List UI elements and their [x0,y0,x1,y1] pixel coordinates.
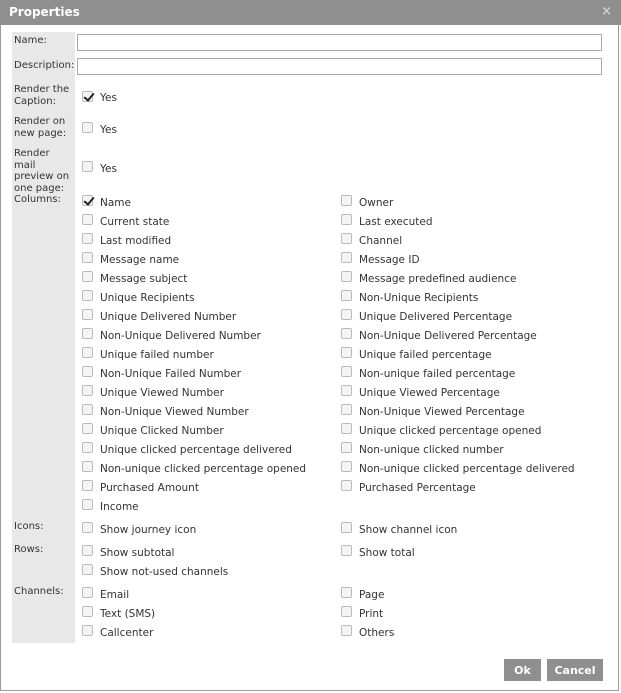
dialog-title-bar[interactable] [0,0,621,25]
cancel-button[interactable]: Cancel [547,659,603,681]
column-option-label: Unique Viewed Number [100,387,224,399]
column-option-label: Unique failed number [100,349,214,361]
column-option-checkbox[interactable] [341,271,352,282]
column-option-label: Last modified [100,235,172,247]
column-option-checkbox[interactable] [82,195,93,206]
channel-option-label: Others [359,627,395,639]
column-option-label: Non-Unique Failed Number [100,368,242,380]
name-input[interactable] [77,34,602,51]
column-option-checkbox[interactable] [82,385,93,396]
channel-option-label: Print [359,608,384,620]
column-option-checkbox[interactable] [82,271,93,282]
column-option-checkbox[interactable] [82,499,93,510]
column-option-label: Message predefined audience [359,273,517,285]
column-option-checkbox[interactable] [341,347,352,358]
channel-option-checkbox[interactable] [341,625,352,636]
column-option-checkbox[interactable] [341,214,352,225]
column-option-checkbox[interactable] [82,442,93,453]
icons-option-label: Show journey icon [100,524,197,536]
column-option-checkbox[interactable] [82,461,93,472]
render-caption-checkbox[interactable] [82,91,93,102]
column-option-checkbox[interactable] [82,309,93,320]
column-option-checkbox[interactable] [82,404,93,415]
render-caption-option-label: Yes [100,92,117,104]
channel-option-label: Callcenter [100,627,154,639]
channel-option-label: Page [359,589,385,601]
channel-option-checkbox[interactable] [82,587,93,598]
column-option-checkbox[interactable] [341,233,352,244]
render-new-page-checkbox[interactable] [82,122,93,133]
rows-option-label: Show not-used channels [100,566,229,578]
rows-option-checkbox[interactable] [82,564,93,575]
column-option-label: Current state [100,216,170,228]
column-option-checkbox[interactable] [341,442,352,453]
column-option-checkbox[interactable] [82,328,93,339]
column-option-label: Last executed [359,216,433,228]
column-option-checkbox[interactable] [82,252,93,263]
channels-label: Channels: [14,586,64,597]
column-option-checkbox[interactable] [341,290,352,301]
channel-option-checkbox[interactable] [341,606,352,617]
column-option-label: Unique Recipients [100,292,195,304]
rows-option-label: Show total [359,547,415,559]
column-option-checkbox[interactable] [82,480,93,491]
column-option-checkbox[interactable] [82,366,93,377]
column-option-label: Owner [359,197,394,209]
column-option-label: Name [100,197,131,209]
column-option-checkbox[interactable] [341,195,352,206]
render-mail-label: Render mail preview on one page: [14,148,70,194]
column-option-checkbox[interactable] [341,461,352,472]
column-option-label: Unique clicked percentage delivered [100,444,292,456]
column-option-checkbox[interactable] [341,480,352,491]
column-option-checkbox[interactable] [341,309,352,320]
column-option-label: Non-unique clicked percentage opened [100,463,307,475]
column-option-checkbox[interactable] [341,252,352,263]
column-option-checkbox[interactable] [82,214,93,225]
column-option-label: Non-Unique Delivered Percentage [359,330,537,342]
name-label: Name: [14,35,47,46]
column-option-label: Message subject [100,273,188,285]
column-option-label: Unique failed percentage [359,349,492,361]
icons-label: Icons: [14,521,44,532]
description-label: Description: [14,60,75,71]
column-option-label: Unique clicked percentage opened [359,425,542,437]
channel-option-checkbox[interactable] [341,587,352,598]
column-option-label: Unique Clicked Number [100,425,224,437]
description-input[interactable] [77,58,602,75]
channel-option-label: Text (SMS) [100,608,156,620]
render-new-page-option-label: Yes [100,124,117,136]
column-option-checkbox[interactable] [341,404,352,415]
column-option-label: Non-Unique Viewed Percentage [359,406,525,418]
icons-option-checkbox[interactable] [82,522,93,533]
column-option-label: Message name [100,254,180,266]
icons-option-checkbox[interactable] [341,522,352,533]
column-option-label: Non-Unique Delivered Number [100,330,261,342]
column-option-checkbox[interactable] [82,423,93,434]
channel-option-checkbox[interactable] [82,606,93,617]
close-icon[interactable]: × [601,4,612,19]
column-option-label: Channel [359,235,403,247]
column-option-checkbox[interactable] [341,423,352,434]
column-option-checkbox[interactable] [82,233,93,244]
column-option-label: Unique Delivered Percentage [359,311,513,323]
render-new-page-label: Render on new page: [14,116,67,139]
column-option-checkbox[interactable] [341,366,352,377]
column-option-label: Message ID [359,254,420,266]
render-caption-label: Render the Caption: [14,84,70,107]
channel-option-label: Email [100,589,130,601]
column-option-checkbox[interactable] [341,328,352,339]
column-option-label: Unique Delivered Number [100,311,237,323]
rows-option-checkbox[interactable] [341,545,352,556]
column-option-checkbox[interactable] [341,385,352,396]
column-option-label: Non-unique failed percentage [359,368,516,380]
column-option-checkbox[interactable] [82,290,93,301]
rows-option-label: Show subtotal [100,547,175,559]
column-option-label: Non-unique clicked number [359,444,504,456]
column-option-label: Purchased Amount [100,482,199,494]
icons-option-label: Show channel icon [359,524,458,536]
column-option-label: Non-Unique Viewed Number [100,406,249,418]
columns-label: Columns: [14,194,61,205]
render-mail-checkbox[interactable] [82,161,93,172]
dialog-title: Properties [9,5,80,19]
column-option-label: Unique Viewed Percentage [359,387,500,399]
column-option-label: Income [100,501,139,513]
column-option-label: Non-Unique Recipients [359,292,479,304]
ok-button[interactable]: Ok [504,659,541,681]
column-option-label: Purchased Percentage [359,482,476,494]
rows-label: Rows: [14,544,44,555]
column-option-label: Non-unique clicked percentage delivered [359,463,575,475]
render-mail-option-label: Yes [100,163,117,175]
channel-option-checkbox[interactable] [82,625,93,636]
column-option-checkbox[interactable] [82,347,93,358]
rows-option-checkbox[interactable] [82,545,93,556]
